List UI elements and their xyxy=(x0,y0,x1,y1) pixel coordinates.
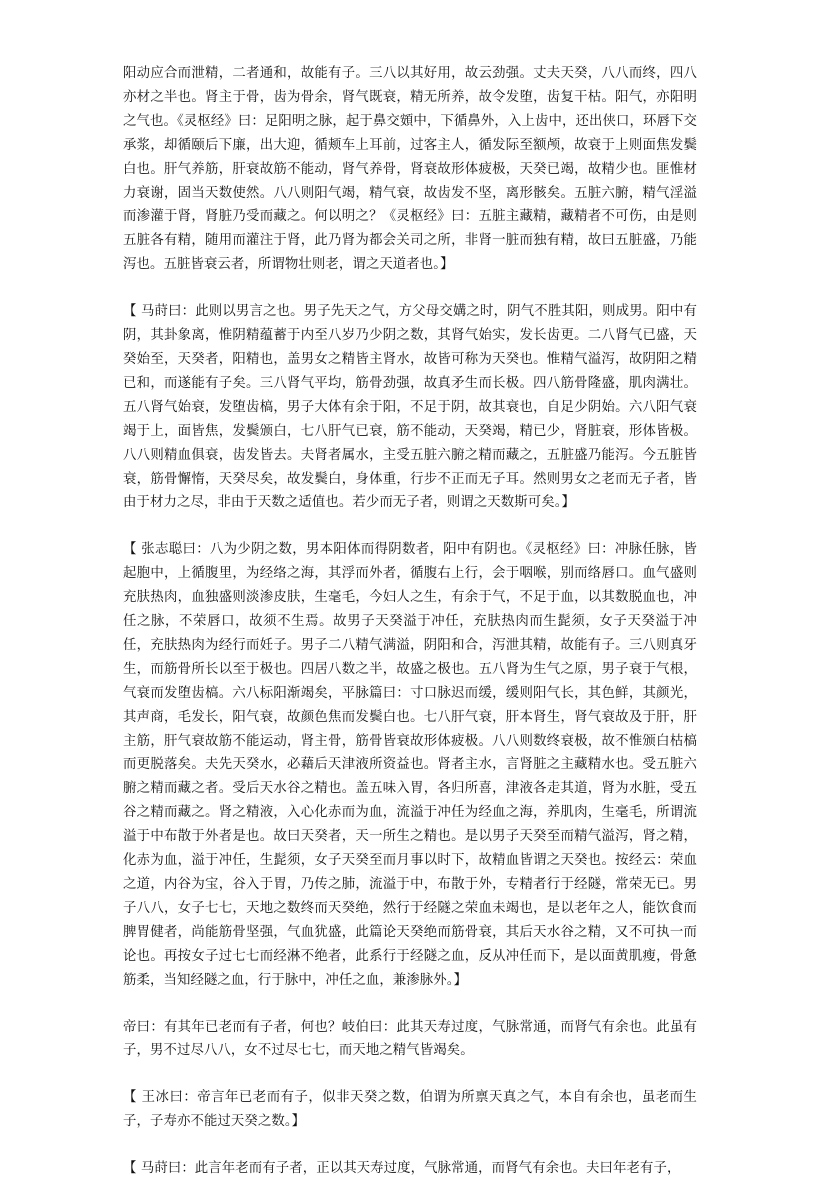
paragraph-6: 【 马莳曰：此言年老而有子者，正以其天寿过度，气脉常通，而肾气有余也。夫曰年老有子， xyxy=(123,1161,681,1177)
paragraph-2: 【 马莳曰：此则以男言之也。男子先天之气，方父母交媾之时，阴气不胜其阳，则成男。阳中有阴，其卦象离，惟阴精蕴蓄于内至八岁乃少阴之数，其肾气始实，发长齿更。二八肾气已盛，天癸始至，天癸者，阳精也，盖男女之精皆主肾水，故皆可称为天癸也。惟精气溢泻，故阴阳之精已和，而遂能有子矣。三八肾气平均，筋骨劲强，故真矛生而长极。四八筋骨隆盛，肌肉满壮。五八肾气始衰，发堕齿槁，男子大体有余于阳，不足于阴，故其衰也，自足少阴始。六八阳气衰竭于上，面皆焦，发鬓颁白，七八肝气已衰，筋不能动，天癸竭，精已少，肾脏衰，形体皆极。八八则精血俱衰，齿发皆去。夫肾者属水，主受五脏六腑之精而藏之，五脏盛乃能泻。今五脏皆衰，筋骨懈惰，天癸尽矣，故发鬓白，身体重，行步不正而无子耳。然则男女之老而无子者，皆由于材力之尽，非由于天数之适值也。若少而无子者，则谓之天数斯可矣。】 xyxy=(123,304,697,511)
paragraph-1: 阳动应合而泄精，二者通和，故能有子。三八以其好用，故云劲强。丈夫天癸，八八而终，四八亦材之半也。肾主于骨，齿为骨余，肾气既衰，精无所养，故令发堕，齿复干枯。阳气，亦阳明之气也。《灵枢经》曰：足阳明之脉，起于鼻交頞中，下循鼻外，入上齿中，还出侠口，环唇下交承浆，却循颐后下廉，出大迎，循颊车上耳前，过客主人，循发际至额颅，故衰于上则面焦发鬓白也。肝气养筋，肝衰故筋不能动，肾气养骨，肾衰故形体疲极，天癸已竭，故精少也。匪惟材力衰谢，固当天数使然。八八则阳气竭，精气衰，故齿发不坚，离形骸矣。五脏六腑，精气淫溢而渗灌于肾，肾脏乃受而藏之。何以明之？《灵枢经》曰：五脏主藏精，藏精者不可伤，由是则五脏各有精，随用而灌注于肾，此乃肾为都会关司之所，非肾一脏而独有精，故曰五脏盛，乃能泻也。五脏皆衰云者，所谓物壮则老，谓之天道者也。】 xyxy=(123,66,697,273)
paragraph-4: 帝曰：有其年已老而有子者，何也？岐伯曰：此其天寿过度，气脉常通，而肾气有余也。此虽有子，男不过尽八八，女不过尽七七，而天地之精气皆竭矣。 xyxy=(123,1019,697,1059)
document-page xyxy=(123,62,697,1204)
paragraph-3: 【 张志聪曰：八为少阴之数，男本阳体而得阴数者，阳中有阴也。《灵枢经》曰：冲脉任脉，皆起胞中，上循腹里，为经络之海，其浮而外者，循腹右上行，会于咽喉，别而络唇口。血气盛则充肤热肉，血独盛则淡渗皮肤，生毫毛，今妇人之生，有余于气，不足于血，以其数脱血也，冲任之脉，不荣唇口，故须不生焉。故男子天癸溢于冲任，充肤热肉而生髭须，女子天癸溢于冲任，充肤热肉为经行而妊子。男子二八精气满溢，阴阳和合，泻泄其精，故能有子。三八则真牙生，而筋骨所长以至于极也。四居八数之半，故盛之极也。五八肾为生气之原，男子衰于气根，气衰而发堕齿槁。六八标阳渐竭矣，平脉篇曰：寸口脉迟而缓，缓则阳气长，其色鲜，其颜光，其声商，毛发长，阳气衰，故颜色焦而发鬓白也。七八肝气衰，肝本肾生，肾气衰故及于肝，肝主筋，肝气衰故筋不能运动，肾主骨，筋骨皆衰故形体疲极。八八则数终衰极，故不惟颁白枯槁而更脱落矣。夫先天癸水，必藉后天津液所资益也。肾者主水，言肾脏之主藏精水也。受五脏六腑之精而藏之者。受后天水谷之精也。盖五味入胃，各归所喜，津液各走其道，肾为水脏，受五谷之精而藏之。肾之精液，入心化赤而为血，流溢于冲任为经血之海，养肌肉，生毫毛，所谓流溢于中布散于外者是也。故曰天癸者，天一所生之精也。是以男子天癸至而精气溢泻，肾之精，化赤为血，溢于冲任，生髭须，女子天癸至而月事以时下，故精血皆谓之天癸也。按经云：荣血之道，内谷为宝，谷入于胃，乃传之肺，流溢于中，布散于外，专精者行于经隧，常荣无已。男子八八，女子七七，天地之数终而天癸绝，然行于经隧之荣血未竭也，是以老年之人，能饮食而脾胃健者，尚能筋骨坚强，气血犹盛，此篇论天癸绝而筋骨衰，其后天水谷之精，又不可执一而论也。再按女子过七七而经淋不绝者，此系行于经隧之血，反从冲任而下，是以面黄肌瘦，骨惫筋柔，当知经隧之血，行于脉中，冲任之血，兼渗脉外。】 xyxy=(123,542,697,988)
paragraph-5: 【 王冰曰：帝言年已老而有子，似非天癸之数，伯谓为所禀天真之气，本自有余也，虽老而生子，子寿亦不能过天癸之数。】 xyxy=(123,1090,697,1130)
